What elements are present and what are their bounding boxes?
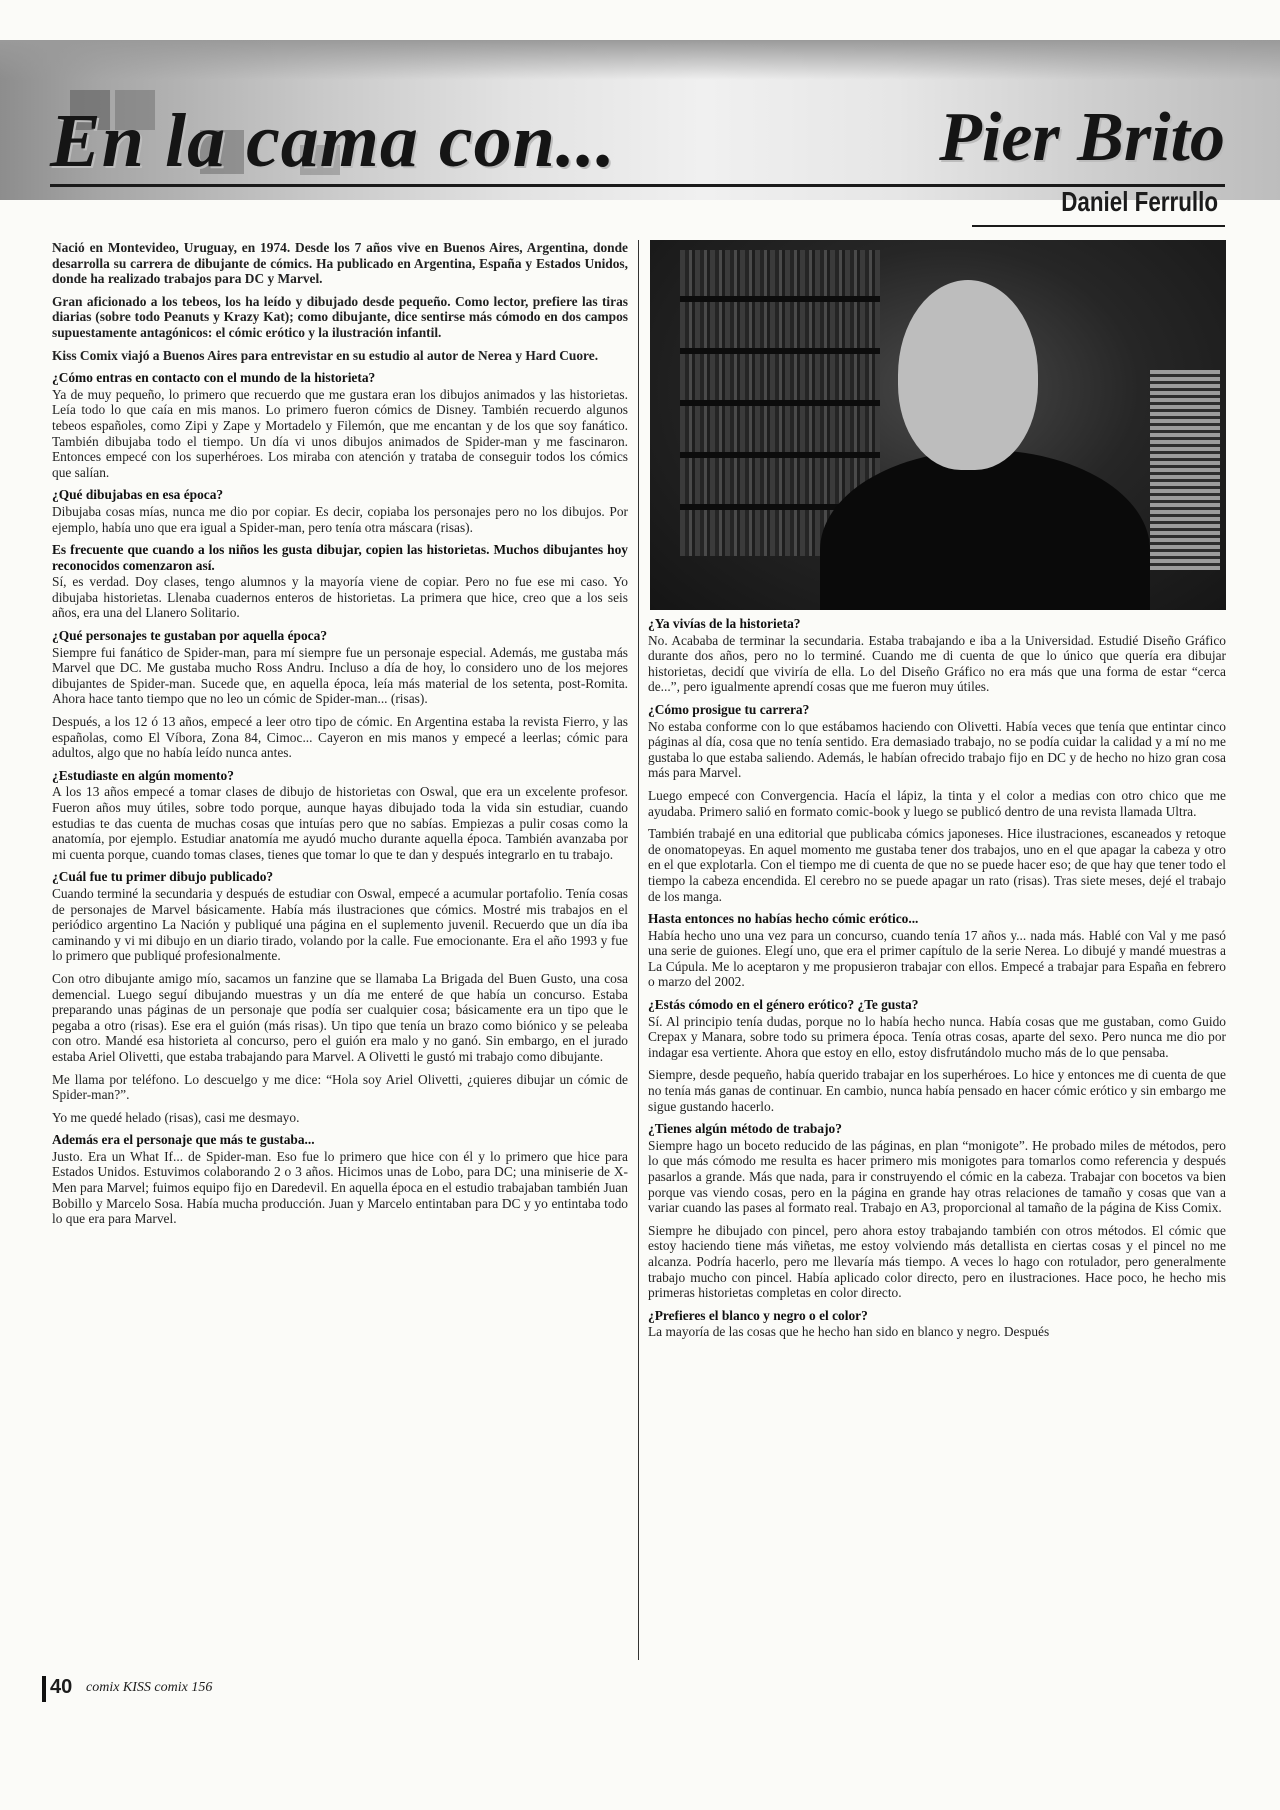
portrait-photo xyxy=(650,240,1226,610)
interview-answer: No. Acababa de terminar la secundaria. Estaba trabajando e iba a la Universidad. Estudié Diseño Gráfico durante dos años, pero no lo terminé. Cuando me di cuenta de que lo único que quería era dibujar historietas, decidí que viviría de ella. Lo del Diseño Gráfico no era más que una forma de estar “cerca de...”, pero igualmente aprendí cosas que me fueron muy útiles. xyxy=(648,632,1226,695)
interview-question: ¿Qué personajes te gustaban por aquella época? xyxy=(52,628,328,644)
interview-question: ¿Estás cómodo en el género erótico? ¿Te gusta? xyxy=(648,997,919,1013)
interview-answer: Siempre hago un boceto reducido de las páginas, en plan “monigote”. He probado miles de métodos, pero lo que más cómodo me resulta es hacer primero mis monigotes para tomarlos como referencia y después pasarlos a grande. Más que nada, para ir construyendo el cómic en la cabeza. Trabajar con bocetos va bien porque vas viendo cosas, pero en la página en grande hay otras relaciones de tamaño y cosas que van a variar cuando las pases al formato real. Trabajo en A3, proporcional al tamaño de la página de Kiss Comix. xyxy=(648,1137,1226,1216)
interview-answer: Siempre he dibujado con pincel, pero ahora estoy trabajando también con otros métodos. El cómic que estoy haciendo tiene más viñetas, me estoy volviendo más detallista en ciertas cosas y el pincel no me alcanza. Podría hacerlo, pero me llevaría más tiempo. A veces lo hago con rotulador, pero generalmente trabajo mucho con pincel. Había aplicado color directo, pero en ilustraciones. Hace poco, he hecho mis primeras historietas completas en color directo. xyxy=(648,1222,1226,1301)
interview-answer: También trabajé en una editorial que publicaba cómics japoneses. Hice ilustraciones, escaneados y retoque de onomatopeyas. En aquel momento me gustaba tener dos trabajos, uno en el que apagar la cabeza y otro en el que explotarla. Con el tiempo me di cuenta de que no se puede hacer eso; de que hay que tener todo el tiempo la cabeza encendida. El cerebro no se puede apagar un rato (risas). Tras siete meses, dejé el trabajo de los manga. xyxy=(648,826,1226,904)
interview-question: Hasta entonces no habías hecho cómic erótico... xyxy=(648,911,919,927)
author-byline: Daniel Ferrullo xyxy=(1061,186,1218,217)
left-column xyxy=(52,240,628,1234)
interview-answer: Dibujaba cosas mías, nunca me dio por copiar. Es decir, copiaba los personajes pero no los dibujos. Por ejemplo, había uno que era igual a Spider-man, pero tenía otra máscara (risas). xyxy=(52,503,628,535)
intro-paragraph: Nació en Montevideo, Uruguay, en 1974. Desde los 7 años vive en Buenos Aires, Argentina, donde desarrolla su carrera de dibujante de cómics. Ha publicado en Argentina, España y Estados Unidos, donde ha realizado trabajos para DC y Marvel. xyxy=(52,240,628,287)
right-column xyxy=(648,616,1226,1347)
bookshelf-row xyxy=(680,250,880,296)
interview-answer: Siempre, desde pequeño, había querido trabajar en los superhéroes. Lo hice y entonces me di cuenta de que no tenía más ganas de continuar. En cambio, nunca había pensado en hacer cómic erótico y sin embargo me sigue gustando hacerlo. xyxy=(648,1067,1226,1114)
bookshelf-row xyxy=(680,354,880,400)
byline-rule xyxy=(972,225,1225,227)
interview-answer: Sí, es verdad. Doy clases, tengo alumnos y la mayoría viene de copiar. Pero no fue ese mi caso. Yo dibujaba historietas. Llenaba cuadernos enteros de historietas. La primera que hice, creo que a los seis años, era una del Llanero Solitario. xyxy=(52,574,628,621)
interview-question: Es frecuente que cuando a los niños les gusta dibujar, copien las historietas. Muchos dibujantes hoy reconocidos comenzaron así. xyxy=(52,542,628,573)
interview-answer: A los 13 años empecé a tomar clases de dibujo de historietas con Oswal, que era un excelente profesor. Fueron años muy útiles, sobre todo porque, aunque hayas dibujado toda la vida sin estudiar, cuando estudias te das cuenta de muchas cosas que intuías pero que no sabías. Empiezas a pulir cosas como la anatomía, por ejemplo. Estudiar anatomía me ayudó mucho durante aquella época. También avanzaba por mi cuenta porque, cuando tomas clases, tienes que tomar lo que te dan y después integrarlo en tu trabajo. xyxy=(52,784,628,862)
interview-question: ¿Cómo prosigue tu carrera? xyxy=(648,701,810,717)
comic-stack xyxy=(1150,370,1220,570)
interview-answer: La mayoría de las cosas que he hecho han sido en blanco y negro. Después xyxy=(648,1324,1050,1340)
column-divider xyxy=(638,240,639,1660)
interview-question: ¿Qué dibujabas en esa época? xyxy=(52,487,224,503)
interview-answer: Había hecho uno una vez para un concurso, cuando tenía 17 años y... nada más. Hablé con Val y me pasó una serie de guiones. Elegí uno, que era el primer capítulo de la serie Nerea. Lo dibujé y mandé muestras a La Cúpula. Me lo aceptaron y me propusieron trabajar con ellos. Empecé a trabajar para España en febrero o marzo del 2002. xyxy=(648,927,1226,990)
bookshelf-row xyxy=(680,302,880,348)
interview-answer: Cuando terminé la secundaria y después de estudiar con Oswal, empecé a acumular portafolio. Tenía cosas de personajes de Marvel básicamente. Había más ilustraciones que cómics. Mostré mis trabajos en el periódico argentino La Nación y publiqué una página en el suplemento juvenil. Recuerdo que un día iba caminando y vi mi dibujo en un diario tirado, volando por la calle. Fue emocionante. Era el año 1993 y fue lo primero que publiqué profesionalmente. xyxy=(52,885,628,964)
interview-answer: Sí. Al principio tenía dudas, porque no lo había hecho nunca. Había cosas que me gustaban, como Guido Crepax y Manara, sobre todo su primera época. Tenía otras cosas, aparte del sexo. Pero nunca me dio por indagar esa vertiente. Ahora que estoy en ello, estoy disfrutándolo mucho más de lo que pensaba. xyxy=(648,1013,1226,1060)
page-number: 40 xyxy=(42,1676,80,1702)
interview-question: ¿Estudiaste en algún momento? xyxy=(52,767,234,783)
article-title: En la cama con... xyxy=(50,99,616,183)
interview-answer: Me llama por teléfono. Lo descuelgo y me dice: “Hola soy Ariel Olivetti, ¿quieres dibujar un cómic de Spider-man?”. xyxy=(52,1071,628,1103)
interview-answer: Luego empecé con Convergencia. Hacía el lápiz, la tinta y el color a medias con otro chico que me ayudaba. Primero salió en formato comic-book y luego se publicó dentro de una revista llamada Ultra. xyxy=(648,787,1226,819)
interview-question: ¿Cómo entras en contacto con el mundo de la historieta? xyxy=(52,370,376,386)
interview-answer: Siempre fui fanático de Spider-man, para mí siempre fue un personaje especial. Además, me gustaba más Marvel que DC. Me gustaba mucho Ross Andru. Incluso a día de hoy, lo considero uno de los mejores dibujantes de Spider-man. Sucede que, en aquella época, leía más material de los setenta, post-Romita. Ahora hace tanto tiempo que no leo un cómic de Spider-man... (risas). xyxy=(52,644,628,707)
interviewee-name: Pier Brito xyxy=(939,99,1225,176)
interview-answer: Después, a los 12 ó 13 años, empecé a leer otro tipo de cómic. En Argentina estaba la revista Fierro, y las españolas, como El Víbora, Zona 84, Cimoc... Cayeron en mis manos y empecé a leerlas; cómic para adultos, algo que no había leído nunca antes. xyxy=(52,714,628,761)
interview-answer: Yo me quedé helado (risas), casi me desmayo. xyxy=(52,1109,300,1125)
interview-answer: Ya de muy pequeño, lo primero que recuerdo que me gustara eran los dibujos animados y las historietas. Leía todo lo que caía en mis manos. Lo primero fueron cómics de Disney. También recuerdo algunos tebeos españoles, como Zipi y Zape y Mortadelo y Filemón, que me encantan y de los que soy fanático. También dibujaba todo el tiempo. Un día vi unos dibujos animados de Spider-man y me fascinaron. Entonces empecé con los superhéroes. Los miraba con atención y trataba de conseguir todos los cómics que salían. xyxy=(52,386,628,480)
intro-paragraph: Gran aficionado a los tebeos, los ha leído y dibujado desde pequeño. Como lector, prefiere las tiras diarias (sobre todo Peanuts y Krazy Kat); como dibujante, dice sentirse más cómodo en dos campos supuestamente antagónicos: el cómic erótico y la ilustración infantil. xyxy=(52,293,628,340)
person-head xyxy=(898,280,1038,470)
interview-answer: Justo. Era un What If... de Spider-man. Eso fue lo primero que hice con él y lo primero que hice para Estados Unidos. Estuvimos colaborando 2 o 3 años. Hicimos unas de Lobo, para DC; una miniserie de X-Men para Marvel; fuimos equipo fijo en Daredevil. En aquella época en el estudio trabajaban también Juan Bobillo y Marcelo Sosa. Había mucha producción. Juan y Marcelo entintaban para DC y yo entintaba todo lo que era para Marvel. xyxy=(52,1148,628,1227)
intro-paragraph: Kiss Comix viajó a Buenos Aires para entrevistar en su estudio al autor de Nerea y Hard Cuore. xyxy=(52,347,599,363)
bookshelf-row xyxy=(680,406,880,452)
interview-question: ¿Tienes algún método de trabajo? xyxy=(648,1121,842,1137)
interview-answer: Con otro dibujante amigo mío, sacamos un fanzine que se llamaba La Brigada del Buen Gusto, una cosa demencial. Luego seguí dibujando muestras y un día me enteré de que había un concurso. Estaba preparando unas páginas de un personaje que podía ser cualquier cosa; básicamente era un tipo que le pegaba a otro (risas). Ese era el guión (más risas). Un tipo que tenía un brazo como biónico y se peleaba con otro. Mandé esa historieta al concurso, pero el guión era malo y no ganó. Sin embargo, en el jurado estaba Ariel Olivetti, que estaba trabajando para Marvel. A Olivetti le gustó mi trabajo como dibujante. xyxy=(52,970,628,1064)
interview-question: Además era el personaje que más te gustaba... xyxy=(52,1132,315,1148)
interview-answer: No estaba conforme con lo que estábamos haciendo con Olivetti. Había veces que tenía que entintar cinco páginas al día, cosa que no tenía sentido. Era demasiado trabajo, no se podía cuidar la calidad y a mí no me gustaba lo que estaba saliendo. Además, le habían ofrecido trabajo fijo en DC y de hecho no hizo gran cosa más para Marvel. xyxy=(648,718,1226,781)
interview-question: ¿Prefieres el blanco y negro o el color? xyxy=(648,1307,868,1323)
title-rule xyxy=(50,184,1225,187)
interview-question: ¿Cuál fue tu primer dibujo publicado? xyxy=(52,869,274,885)
magazine-issue: comix KISS comix 156 xyxy=(86,1680,213,1695)
interview-question: ¿Ya vivías de la historieta? xyxy=(648,616,801,631)
